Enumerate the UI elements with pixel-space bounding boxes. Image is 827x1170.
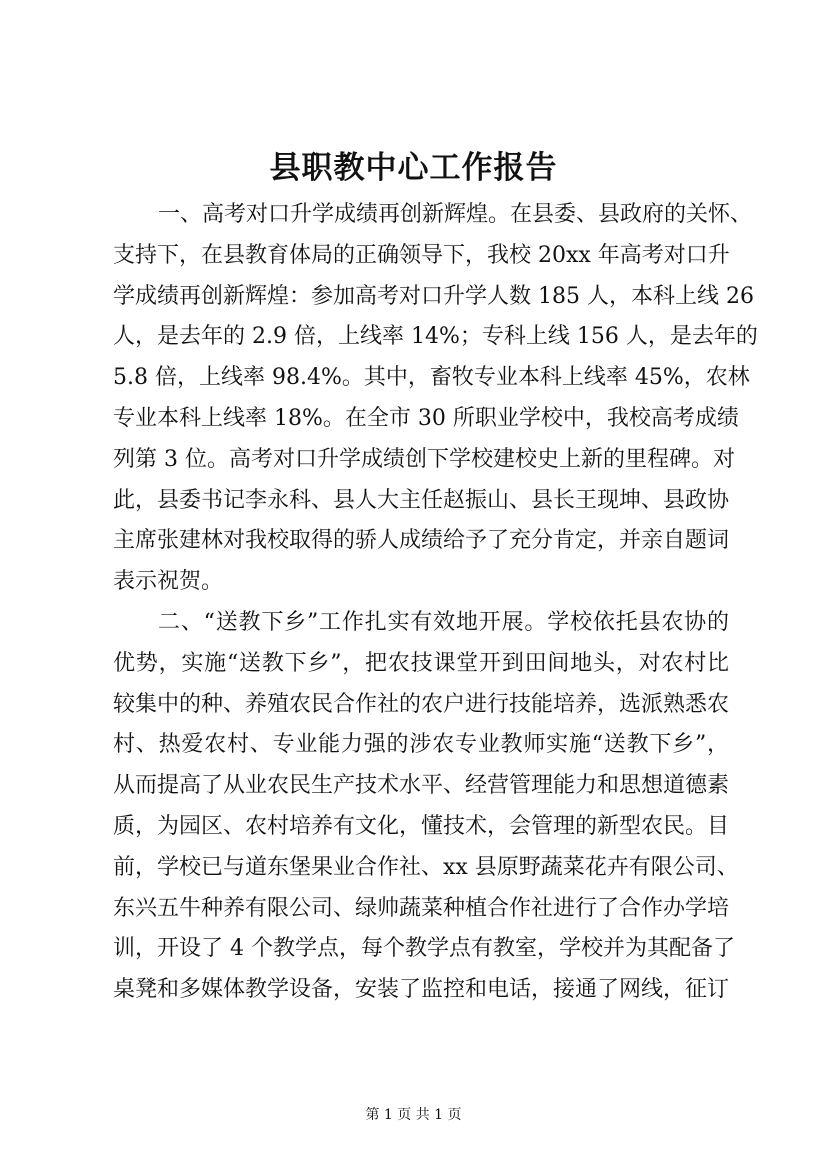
text-line: 训，开设了 4 个教学点，每个教学点有教室，学校并为其配备了 [113, 936, 735, 962]
document-title: 县职教中心工作报告 [269, 150, 558, 186]
text-line: 二、“送教下乡”工作扎实有效地开展。学校依托县农协的 [158, 609, 729, 635]
text-line: 前，学校已与道东堡果业合作社、xx 县原野蔬菜花卉有限公司、 [113, 854, 739, 880]
text-line: 学成绩再创新辉煌：参加高考对口升学人数 185 人，本科上线 26 [113, 283, 754, 309]
document-body [113, 195, 758, 1011]
text-line: 此，县委书记李永科、县人大主任赵振山、县长王现坤、县政协 [113, 487, 730, 513]
text-line: 较集中的种、养殖农民合作社的农户进行技能培养，选派熟悉农 [113, 691, 730, 717]
text-line: 优势，实施“送教下乡”，把农技课堂开到田间地头，对农村比 [113, 650, 729, 676]
text-line: 一、高考对口升学成绩再创新辉煌。在县委、县政府的关怀、 [158, 202, 753, 227]
text-line: 从而提高了从业农民生产技术水平、经营管理能力和思想道德素 [113, 773, 730, 799]
text-line: 村、热爱农村、专业能力强的涉农专业教师实施“送教下乡”， [113, 732, 729, 758]
text-line: 专业本科上线率 18%。在全市 30 所职业学校中，我校高考成绩 [113, 405, 739, 431]
page-number-footer: 第 1 页 共 1 页 [365, 1107, 462, 1123]
text-line: 支持下，在县教育体局的正确领导下，我校 20xx 年高考对口升 [113, 242, 730, 268]
text-line: 主席张建林对我校取得的骄人成绩给予了充分肯定，并亲自题词 [113, 528, 730, 554]
text-line: 质，为园区、农村培养有文化，懂技术，会管理的新型农民。目 [113, 813, 730, 839]
text-line: 5.8 倍，上线率 98.4%。其中，畜牧专业本科上线率 45%，农林 [113, 365, 750, 391]
text-line: 人，是去年的 2.9 倍，上线率 14%；专科上线 156 人，是去年的 [113, 324, 758, 350]
text-line: 列第 3 位。高考对口升学成绩创下学校建校史上新的里程碑。对 [113, 446, 735, 472]
text-line: 表示祝贺。 [113, 569, 224, 595]
text-line: 桌凳和多媒体教学设备，安装了监控和电话，接通了网线，征订 [113, 977, 730, 1003]
text-line: 东兴五牛种养有限公司、绿帅蔬菜种植合作社进行了合作办学培 [113, 895, 730, 921]
